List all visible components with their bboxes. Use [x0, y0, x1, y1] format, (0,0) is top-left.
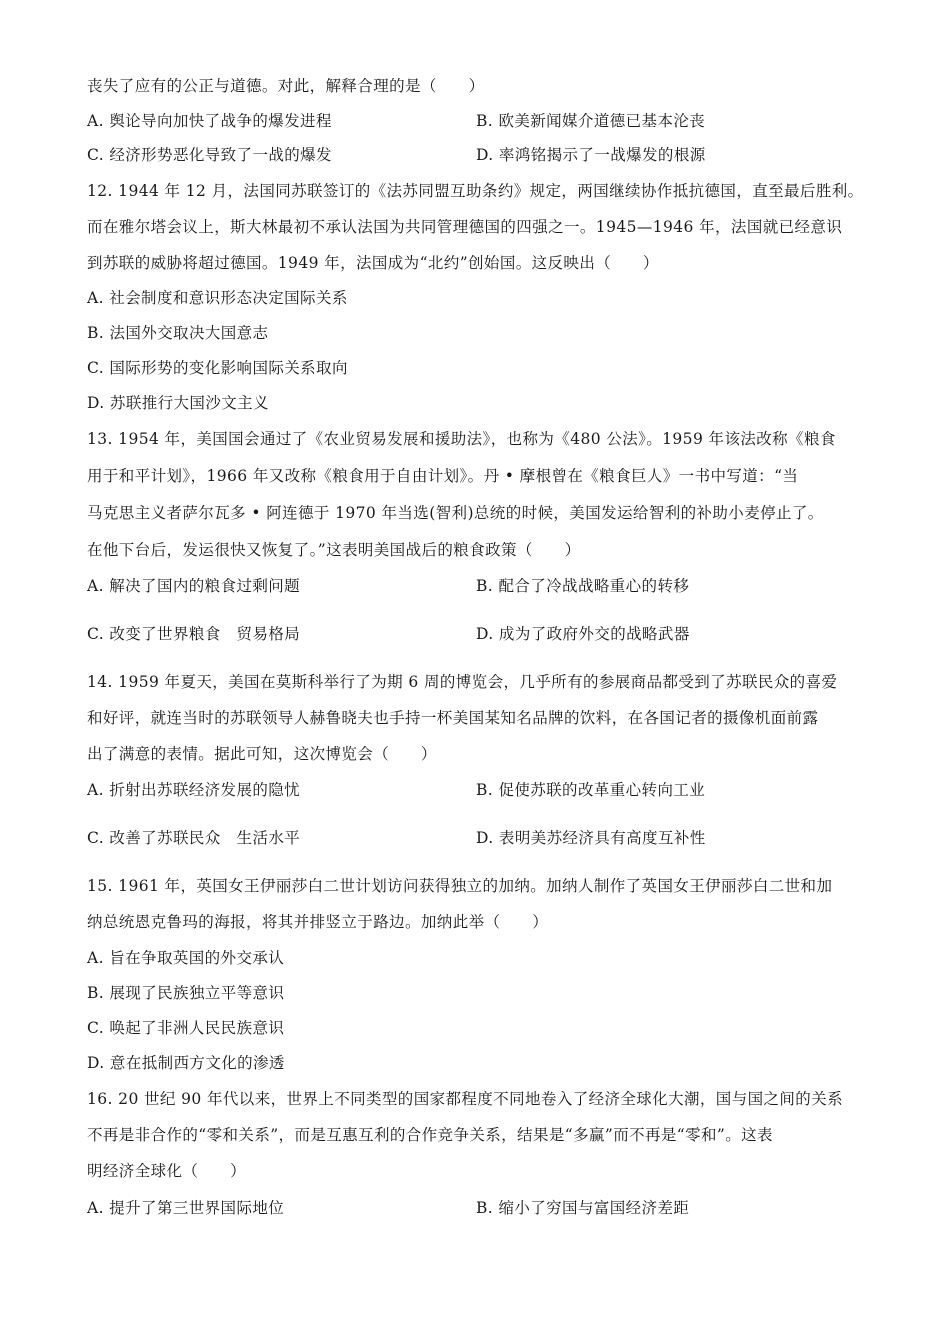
q14-stem-line: 和好评，就连当时的苏联领导人赫鲁晓夫也手持一杯美国某知名品牌的饮料，在各国记者的摄像机面前露 — [87, 709, 819, 727]
q12-option-a: A. 社会制度和意识形态决定国际关系 — [87, 289, 348, 307]
q14-stem-line: 出了满意的表情。据此可知，这次博览会（ ） — [87, 745, 437, 763]
q13-option-d: D. 成为了政府外交的战略武器 — [476, 625, 690, 643]
q11-stem-end: 丧失了应有的公正与道德。对此，解释合理的是（ ） — [87, 77, 485, 95]
q16-stem-line: 16. 20 世纪 90 年代以来，世界上不同类型的国家都程度不同地卷入了经济全球化大潮，国与国之间的关系 — [87, 1090, 844, 1108]
q12-stem-line: 12. 1944 年 12 月，法国同苏联签订的《法苏同盟互助条约》规定，两国继续协作抵抗德国，直至最后胜利。 — [87, 182, 864, 200]
q12-option-b: B. 法国外交取决大国意志 — [87, 324, 269, 342]
q16-stem-line: 不再是非合作的“零和关系”，而是互惠互利的合作竞争关系，结果是“多赢”而不再是“零和”。这表 — [87, 1126, 773, 1144]
q11-option-d: D. 率鸿铭揭示了一战爆发的根源 — [476, 146, 706, 164]
q15-option-a: A. 旨在争取英国的外交承认 — [87, 949, 285, 967]
q11-option-a: A. 舆论导向加快了战争的爆发进程 — [87, 112, 332, 130]
q11-option-b: B. 欧美新闻媒介道德已基本沦丧 — [476, 112, 706, 130]
q13-stem-line: 在他下台后，发运很快又恢复了。”这表明美国战后的粮食政策（ ） — [87, 541, 581, 559]
q12-stem-line: 到苏联的威胁将超过德国。1949 年，法国成为“北约”创始国。这反映出（ ） — [87, 254, 659, 272]
q12-option-c: C. 国际形势的变化影响国际关系取向 — [87, 359, 348, 377]
q13-option-a: A. 解决了国内的粮食过剩问题 — [87, 577, 301, 595]
q11-option-c: C. 经济形势恶化导致了一战的爆发 — [87, 146, 332, 164]
q15-option-b: B. 展现了民族独立平等意识 — [87, 984, 285, 1002]
q13-stem-line: 13. 1954 年，美国国会通过了《农业贸易发展和援助法》，也称为《480 公法》。1959 年该法改称《粮食 — [87, 430, 836, 448]
q15-option-c: C. 唤起了非洲人民民族意识 — [87, 1019, 285, 1037]
q15-stem-line: 纳总统恩克鲁玛的海报，将其并排竖立于路边。加纳此举（ ） — [87, 913, 549, 931]
q12-option-d: D. 苏联推行大国沙文主义 — [87, 394, 269, 412]
q16-option-a: A. 提升了第三世界国际地位 — [87, 1199, 285, 1217]
q13-option-b: B. 配合了冷战战略重心的转移 — [476, 577, 690, 595]
q14-stem-line: 14. 1959 年夏天，美国在莫斯科举行了为期 6 周的博览会，几乎所有的参展商品都受到了苏联民众的喜爱 — [87, 673, 838, 691]
q13-stem-line: 马克思主义者萨尔瓦多 • 阿连德于 1970 年当选(智利)总统的时候，美国发运给智利的补助小麦停止了。 — [87, 504, 824, 522]
q13-option-c: C. 改变了世界粮食 贸易格局 — [87, 625, 301, 643]
q15-stem-line: 15. 1961 年，英国女王伊丽莎白二世计划访问获得独立的加纳。加纳人制作了英国女王伊丽莎白二世和加 — [87, 877, 833, 895]
q12-stem-line: 而在雅尔塔会议上，斯大林最初不承认法国为共同管理德国的四强之一。1945—1946 年，法国就已经意识 — [87, 218, 843, 236]
q14-option-a: A. 折射出苏联经济发展的隐忧 — [87, 781, 301, 799]
q14-option-c: C. 改善了苏联民众 生活水平 — [87, 829, 301, 847]
q13-stem-line: 用于和平计划》，1966 年又改称《粮食用于自由计划》。丹 • 摩根曾在《粮食巨人》一书中写道：“当 — [87, 467, 799, 485]
q16-stem-line: 明经济全球化（ ） — [87, 1162, 247, 1180]
q16-option-b: B. 缩小了穷国与富国经济差距 — [476, 1199, 690, 1217]
q14-option-d: D. 表明美苏经济具有高度互补性 — [476, 829, 706, 847]
q15-option-d: D. 意在抵制西方文化的渗透 — [87, 1054, 285, 1072]
q14-option-b: B. 促使苏联的改革重心转向工业 — [476, 781, 706, 799]
